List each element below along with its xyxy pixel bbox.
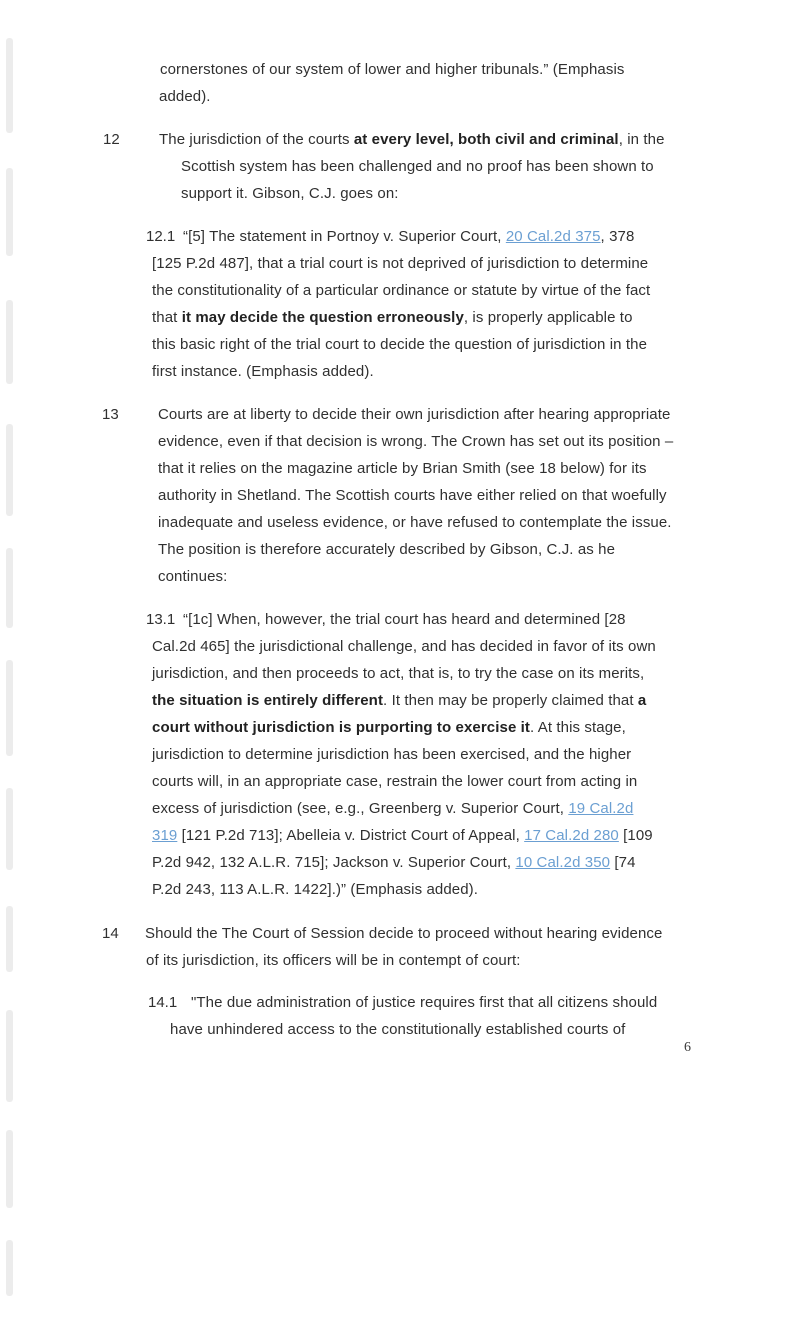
paragraph-number: 13.1 — [146, 611, 176, 628]
scan-artifact — [6, 906, 13, 972]
text-line — [0, 401, 800, 428]
emphasis-text: a — [637, 692, 647, 709]
text-line — [0, 714, 800, 741]
text-line — [0, 304, 800, 331]
text-line — [0, 822, 800, 849]
body-text: "The due administration of justice requires first that all citizens should — [191, 994, 658, 1011]
emphasis-text: at every level, both civil and criminal — [353, 131, 619, 148]
body-text: continues: — [158, 568, 228, 585]
text-line — [0, 358, 800, 385]
text-line — [0, 223, 800, 250]
text-line — [0, 947, 800, 974]
body-text: of its jurisdiction, its officers will be in contempt of court: — [146, 952, 521, 969]
scan-artifact — [6, 548, 13, 628]
body-text: , 378 — [600, 228, 635, 245]
scan-artifact — [6, 1010, 13, 1102]
body-text: P.2d 243, 113 A.L.R. 1422].)” (Emphasis added). — [152, 881, 479, 898]
body-text: excess of jurisdiction (see, e.g., Greenberg v. Superior Court, — [152, 800, 569, 817]
text-line — [0, 741, 800, 768]
paragraph-12 — [0, 126, 800, 207]
body-text: Cal.2d 465] the jurisdictional challenge, and has decided in favor of its own — [152, 638, 656, 655]
text-line — [0, 126, 800, 153]
body-text: , is properly applicable to — [463, 309, 633, 326]
text-line — [0, 768, 800, 795]
body-text: support it. Gibson, C.J. goes on: — [181, 185, 399, 202]
emphasis-text: it may decide the question erroneously — [181, 309, 464, 326]
body-text: jurisdiction, and then proceeds to act, that is, to try the case on its merits, — [152, 665, 645, 682]
body-text: [109 — [618, 827, 653, 844]
body-text: the constitutionality of a particular ordinance or statute by virtue of the fact — [152, 282, 651, 299]
emphasis-text: court without jurisdiction is purporting to exercise it — [152, 719, 531, 736]
paragraph-13 — [0, 401, 800, 590]
text-line — [0, 660, 800, 687]
body-text: authority in Shetland. The Scottish courts have either relied on that woefully — [158, 487, 667, 504]
text-line — [0, 153, 800, 180]
text-line — [0, 455, 800, 482]
emphasis-text: the situation is entirely different — [152, 692, 384, 709]
scan-artifact — [6, 424, 13, 516]
body-text: cornerstones of our system of lower and higher tribunals.” (Emphasis — [160, 61, 625, 78]
scan-artifact — [6, 788, 13, 870]
body-text: that — [152, 309, 182, 326]
subparagraph-14-1 — [0, 989, 800, 1043]
paragraph-number: 12 — [103, 131, 120, 148]
body-text: “[5] The statement in Portnoy v. Superior Court, — [183, 228, 506, 245]
body-text: have unhindered access to the constitutionally established courts of — [170, 1021, 626, 1038]
text-line — [0, 509, 800, 536]
body-text: [125 P.2d 487], that a trial court is not deprived of jurisdiction to determine — [152, 255, 649, 272]
text-line — [0, 536, 800, 563]
scan-artifact — [6, 660, 13, 756]
body-text: . It then may be properly claimed that — [383, 692, 638, 709]
text-line — [0, 606, 800, 633]
case-citation-link[interactable]: 19 Cal.2d — [568, 800, 634, 817]
text-line — [0, 250, 800, 277]
body-text: P.2d 942, 132 A.L.R. 715]; Jackson v. Superior Court, — [152, 854, 516, 871]
text-line — [0, 795, 800, 822]
text-line — [0, 563, 800, 590]
body-text: jurisdiction to determine jurisdiction has been exercised, and the higher — [152, 746, 632, 763]
quote-continuation — [0, 56, 800, 110]
paragraph-number: 12.1 — [146, 228, 176, 245]
paragraph-number: 14 — [102, 925, 119, 942]
document-content — [0, 56, 800, 1043]
scan-artifact — [6, 1240, 13, 1296]
body-text: [121 P.2d 713]; Abelleia v. District Court of Appeal, — [177, 827, 525, 844]
body-text: that it relies on the magazine article by Brian Smith (see 18 below) for its — [158, 460, 647, 477]
body-text: inadequate and useless evidence, or have refused to contemplate the issue. — [158, 514, 672, 531]
paragraph-14 — [0, 920, 800, 974]
text-line — [0, 331, 800, 358]
body-text: The jurisdiction of the courts — [159, 131, 354, 148]
scan-artifact — [6, 168, 13, 256]
text-line — [0, 56, 800, 83]
paragraph-number: 14.1 — [148, 994, 178, 1011]
text-line — [0, 849, 800, 876]
case-citation-link[interactable]: 319 — [152, 827, 178, 844]
text-line — [0, 687, 800, 714]
case-citation-link[interactable]: 17 Cal.2d 280 — [524, 827, 619, 844]
text-line — [0, 633, 800, 660]
body-text: courts will, in an appropriate case, restrain the lower court from acting in — [152, 773, 638, 790]
body-text: . At this stage, — [530, 719, 626, 736]
text-line — [0, 989, 800, 1016]
scan-artifact — [6, 300, 13, 384]
body-text: evidence, even if that decision is wrong. The Crown has set out its position – — [158, 433, 674, 450]
text-line — [0, 920, 800, 947]
body-text: , in the — [618, 131, 665, 148]
page-number: 6 — [684, 1040, 691, 1055]
subparagraph-13-1 — [0, 606, 800, 903]
case-citation-link[interactable]: 20 Cal.2d 375 — [505, 228, 601, 245]
case-citation-link[interactable]: 10 Cal.2d 350 — [515, 854, 611, 871]
scan-artifact — [6, 1130, 13, 1208]
paragraph-number: 13 — [102, 406, 119, 423]
body-text: first instance. (Emphasis added). — [152, 363, 374, 380]
text-line — [0, 83, 800, 110]
text-line — [0, 277, 800, 304]
subparagraph-12-1 — [0, 223, 800, 385]
text-line — [0, 1016, 800, 1043]
text-line — [0, 180, 800, 207]
body-text: [74 — [610, 854, 636, 871]
body-text: Courts are at liberty to decide their own jurisdiction after hearing appropriate — [158, 406, 671, 423]
scan-artifact — [6, 38, 13, 133]
body-text: “[1c] When, however, the trial court has heard and determined [28 — [183, 611, 626, 628]
body-text: this basic right of the trial court to decide the question of jurisdiction in the — [152, 336, 648, 353]
body-text: The position is therefore accurately described by Gibson, C.J. as he — [158, 541, 616, 558]
body-text: Should the The Court of Session decide to proceed without hearing evidence — [145, 925, 663, 942]
text-line — [0, 482, 800, 509]
text-line — [0, 428, 800, 455]
body-text: added). — [159, 88, 211, 105]
text-line — [0, 876, 800, 903]
body-text: Scottish system has been challenged and no proof has been shown to — [181, 158, 654, 175]
